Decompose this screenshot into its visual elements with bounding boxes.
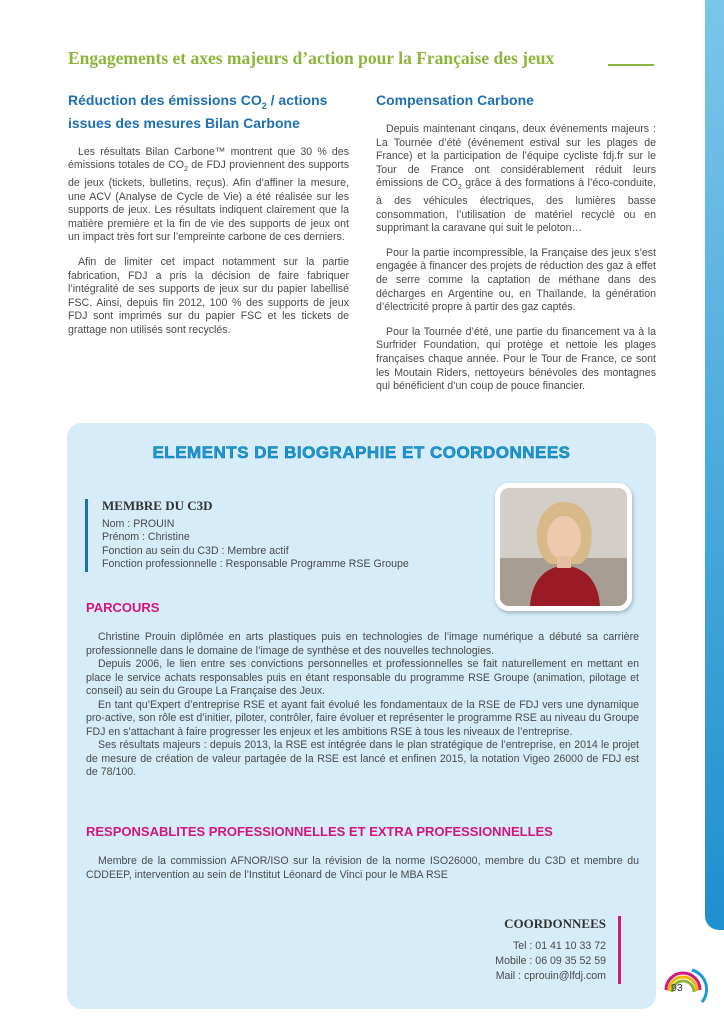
coordonnees-title: COORDONNEES bbox=[504, 916, 606, 931]
right-paragraph-1: Depuis maintenant cinqans, deux événements majeurs : La Tournée d’été (événement estival sur les plages de France) et la participation de l’équipe cycliste fdj.fr sur le Tour de France ont considérablement réduit leurs émissions de $CO_2$ grâce à des formations à l’éco-conduite, à des véhicules électriques, des lumières basse consommation, l’utilisation de matériel recyclé ou en supprimant la caravane qui suit le peloton… bbox=[376, 123, 656, 235]
right-heading: Compensation Carbone bbox=[376, 92, 534, 108]
coordonnees-block bbox=[495, 916, 621, 984]
portrait-photo bbox=[495, 483, 632, 611]
coord-tel: Tel : 01 41 10 33 72 bbox=[512, 940, 606, 952]
parcours-paragraph: Christine Prouin diplômée en arts plastiques puis en technologies de l’image numérique a débuté sa carrière professionnelle dans le domaine de l’image de synthèse et des nouvelles technologies. bbox=[86, 631, 639, 657]
member-fonction-pro: Fonction professionnelle : Responsable Programme RSE Groupe bbox=[102, 558, 409, 570]
responsabilites-paragraph: Membre de la commission AFNOR/ISO sur la révision de la norme ISO26000, membre du C3D et membre du CDDEEP, intervention au sein de l’Institut Léonard de Vinci pour le MBA RSE bbox=[86, 855, 639, 881]
member-fonction-c3d: Fonction au sein du C3D : Membre actif bbox=[102, 544, 289, 557]
page-number: 93 bbox=[671, 982, 683, 994]
member-title: MEMBRE DU C3D bbox=[102, 498, 213, 513]
right-paragraph-3: Pour la Tournée d’été, une partie du financement va à la Surfrider Foundation, qui protège et nettoie les plages françaises chaque année. Pour le Tour de France, ce sont les Moutain Riders, nettoyeurs bénévoles des montagnes qui bénéficient d’un coup de pouce financier. bbox=[376, 325, 656, 393]
left-paragraph-2: Afin de limiter cet impact notamment sur la partie fabrication, FDJ a pris la décision de faire fabriquer l’intégralité de ses supports de jeux sur du papier labellisé FSC. Ainsi, depuis fin 2012, 100 % des supports de jeux FDJ sont imprimés sur du papier FSC et les tickets de grattage non utilisés sont recyclés. bbox=[68, 256, 349, 337]
left-heading: Réduction des émissions $CO_2$ / actions issues des mesures Bilan Carbone bbox=[68, 92, 328, 131]
parcours-paragraph: En tant qu’Expert d’entreprise RSE et ayant fait évolué les fondamentaux de la RSE de FDJ vers une dynamique pro-active, son rôle est d’initier, piloter, contrôler, faire évoluer et représenter le programme RSE au niveau du Groupe FDJ en s’attachant à faire progresser les enjeux et les ambitions RSE à tous les niveaux de l’entreprise. bbox=[86, 698, 639, 738]
left-paragraph-1: Les résultats Bilan Carbone™ montrent que 30 % des émissions totales de $CO_2$ de FDJ proviennent des supports de jeux (tickets, bulletins, reçus). Afin d’affiner la mesure, une ACV (Analyse de Cycle de Vie) a été réalisée sur les supports de jeux. Les résultats indiquent clairement que la matière première et la fin de vie des supports de jeux ont un impact très fort sur l’empreinte carbone de ces derniers. bbox=[68, 145, 349, 244]
right-column bbox=[376, 92, 656, 405]
coord-mobile: Mobile : 06 09 35 52 59 bbox=[495, 955, 606, 967]
parcours-paragraph: Depuis 2006, le lien entre ses convictions personnelles et professionnelles se fait naturellement en mettant en place le service achats responsables puis en étant responsable du programme RSE Groupe (animation, pilotage et conseil) au sein du Groupe La Française des Jeux. bbox=[86, 658, 639, 697]
right-paragraph-2: Pour la partie incompressible, la Française des jeux s’est engagée à financer des projets de réduction des gaz à effet de serre comme la captation de méthane dans des décharges en Argentine ou, en Thaïlande, la génération d’électricité propre à partir des gaz captés. bbox=[376, 246, 656, 314]
left-column bbox=[68, 92, 349, 349]
parcours-heading: PARCOURS bbox=[86, 600, 160, 615]
parcours-text bbox=[86, 631, 639, 780]
coord-mail[interactable]: Mail : cprouin@lfdj.com bbox=[495, 970, 606, 982]
member-nom: Nom : PROUIN bbox=[102, 517, 175, 530]
bio-title: ELEMENTS DE BIOGRAPHIE ET COORDONNEES bbox=[152, 443, 571, 462]
bio-panel bbox=[67, 423, 656, 1009]
member-prenom: Prénom : Christine bbox=[102, 531, 190, 543]
portrait-illustration bbox=[500, 488, 627, 606]
responsabilites-heading: RESPONSABLITES PROFESSIONNELLES ET EXTRA PROFESSIONNELLES bbox=[86, 824, 553, 839]
member-block bbox=[85, 499, 409, 572]
side-decor-strip bbox=[705, 0, 724, 930]
responsabilites-text bbox=[86, 855, 639, 882]
title-rule bbox=[608, 64, 654, 66]
page-title: Engagements et axes majeurs d’action pour la Française des jeux bbox=[68, 48, 555, 68]
page-number-arc-icon bbox=[658, 962, 708, 1012]
parcours-paragraph: Ses résultats majeurs : depuis 2013, la RSE est intégrée dans le plan stratégique de l’entreprise, en 2014 le projet de mesure de création de valeur partagée de la RSE est lancé et enfinen 2015, la notation Vigeo 26000 de FDJ est de 78/100. bbox=[86, 739, 639, 778]
